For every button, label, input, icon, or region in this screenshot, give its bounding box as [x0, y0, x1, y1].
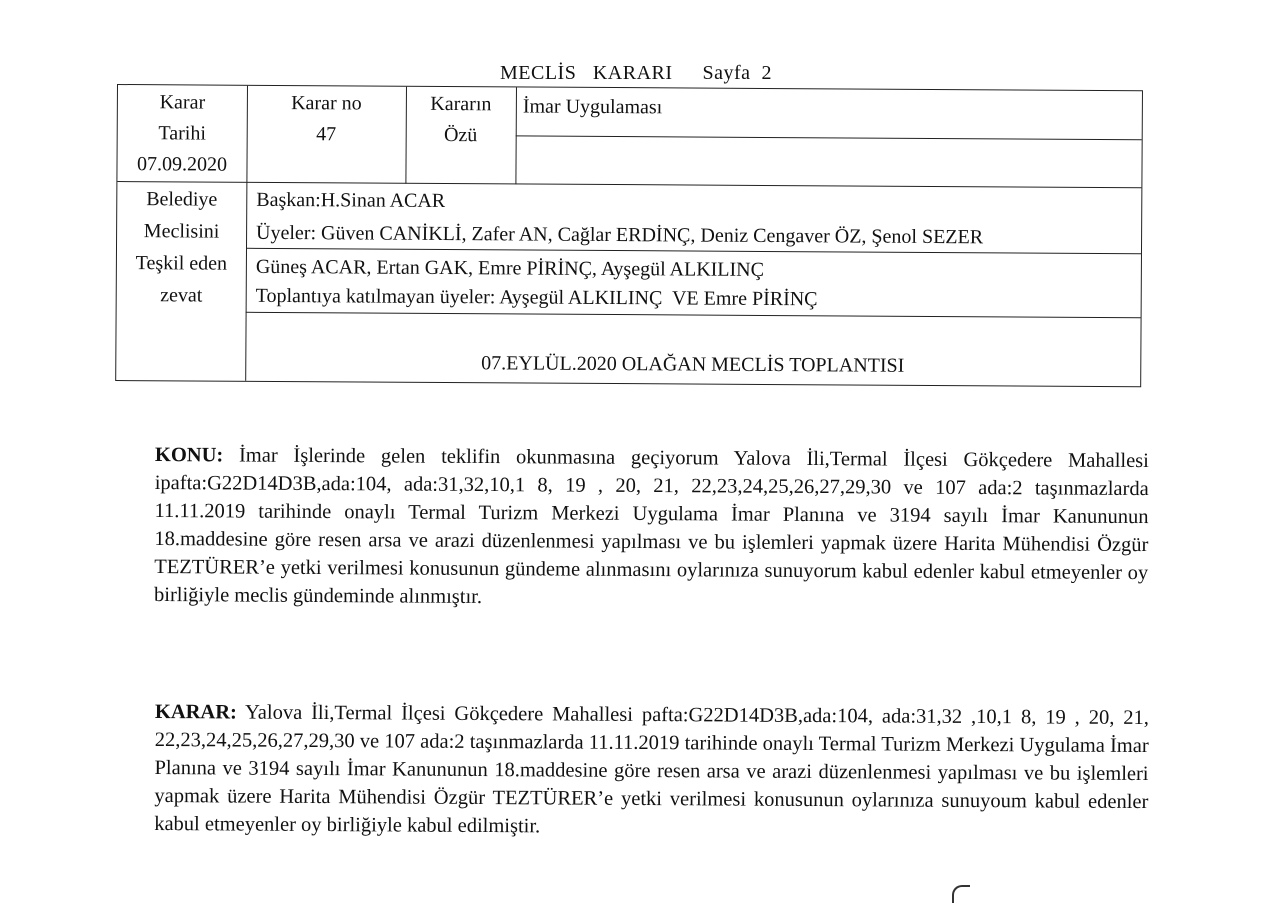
- council-members-cell: [256, 184, 1136, 255]
- chairman: Başkan:H.Sinan ACAR: [256, 188, 446, 213]
- meeting-title: 07.EYLÜL.2020 OLAĞAN MECLİS TOPLANTISI: [481, 352, 905, 377]
- table-divider: [516, 135, 1142, 140]
- council-label: Teşkil eden: [135, 252, 228, 275]
- absent-members: Toplantıya katılmayan üyeler: Ayşegül ALKILINÇ VE Emre PİRİNÇ: [255, 284, 818, 311]
- council-members-label-cell: [117, 183, 247, 312]
- council-members-cell-2: [256, 253, 1136, 316]
- decision-info-table: [115, 84, 1143, 387]
- council-label: Belediye: [146, 188, 218, 211]
- decision-summary-label-cell: [406, 89, 516, 152]
- decision-summary-value: İmar Uygulaması: [522, 95, 663, 119]
- decision-paragraph: [154, 698, 1149, 844]
- decision-date-value: 07.09.2020: [136, 153, 228, 176]
- decision-summary-label: Özü: [443, 123, 478, 147]
- subject-paragraph: [154, 441, 1149, 615]
- page-header: [500, 62, 772, 85]
- signature-mark: [952, 885, 970, 903]
- document-title: MECLİS KARARI: [500, 62, 673, 84]
- council-label: Meclisini: [143, 220, 220, 243]
- decision-summary-label: Kararın: [430, 92, 492, 116]
- subject-text: İmar İşlerinde gelen teklifin okunmasına geçiyorum Yalova İli,Termal İlçesi Gökçedere Mahallesi ipafta:G22D14D3B,ada:104, ada:31,32,10,1 8, 19 , 20, 21, 22,23,24,25,26,27,29,30 ve 107 ada:2 taşınmazlarda 11.11.2019 tarihinde onaylı Termal Turizm Merkezi Uygulama İmar Planına ve 3194 sayılı İmar Kanununun 18.maddesine göre resen arsa ve arazi düzenlenmesi yapılması ve bu işlemleri yapmak üzere Harita Mühendisi Özgür TEZTÜRER’e yetki verilmesi konusunun gündeme alınmasını oylarınıza sunuyorum kabul edenler kabul etmeyenler oy birliğiyle meclis gündeminde alınmıştır.: [153, 444, 1149, 609]
- decision-label: KARAR:: [154, 700, 237, 724]
- decision-date-label: Karar: [159, 91, 206, 114]
- members-line: Güneş ACAR, Ertan GAK, Emre PİRİNÇ, Ayşegül ALKILINÇ: [255, 255, 765, 281]
- decision-date-cell: [117, 87, 247, 181]
- decision-number-label: Karar no: [291, 92, 362, 115]
- decision-number-cell: [247, 88, 406, 151]
- members-line: Üyeler: Güven CANİKLİ, Zafer AN, Cağlar ERDİNÇ, Deniz Cengaver ÖZ, Şenol SEZER: [256, 221, 984, 249]
- subject-label: KONU:: [154, 443, 224, 467]
- decision-text: Yalova İli,Termal İlçesi Gökçedere Mahallesi pafta:G22D14D3B,ada:104, ada:31,32 ,10,1 8, 19 , 20, 21, 22,23,24,25,26,27,29,30 ve 107 ada:2 taşınmazlarda 11.11.2019 tarihinde onaylı Termal Turizm Merkezi Uygulama İmar Planına ve 3194 sayılı İmar Kanununun 18.maddesine göre resen arsa ve arazi düzenlenmesi yapılması ve bu işlemleri yapmak üzere Harita Mühendisi Özgür TEZTÜRER’e yetki verilmesi konusunun oylarınıza sunuyoum kabul edenler kabul etmeyenler oy birliğiyle kabul edilmiştir.: [154, 701, 1149, 838]
- page-number: Sayfa 2: [702, 62, 773, 84]
- decision-date-label: Tarihi: [158, 122, 207, 145]
- decision-number-value: 47: [316, 123, 337, 146]
- council-label: zevat: [160, 284, 203, 307]
